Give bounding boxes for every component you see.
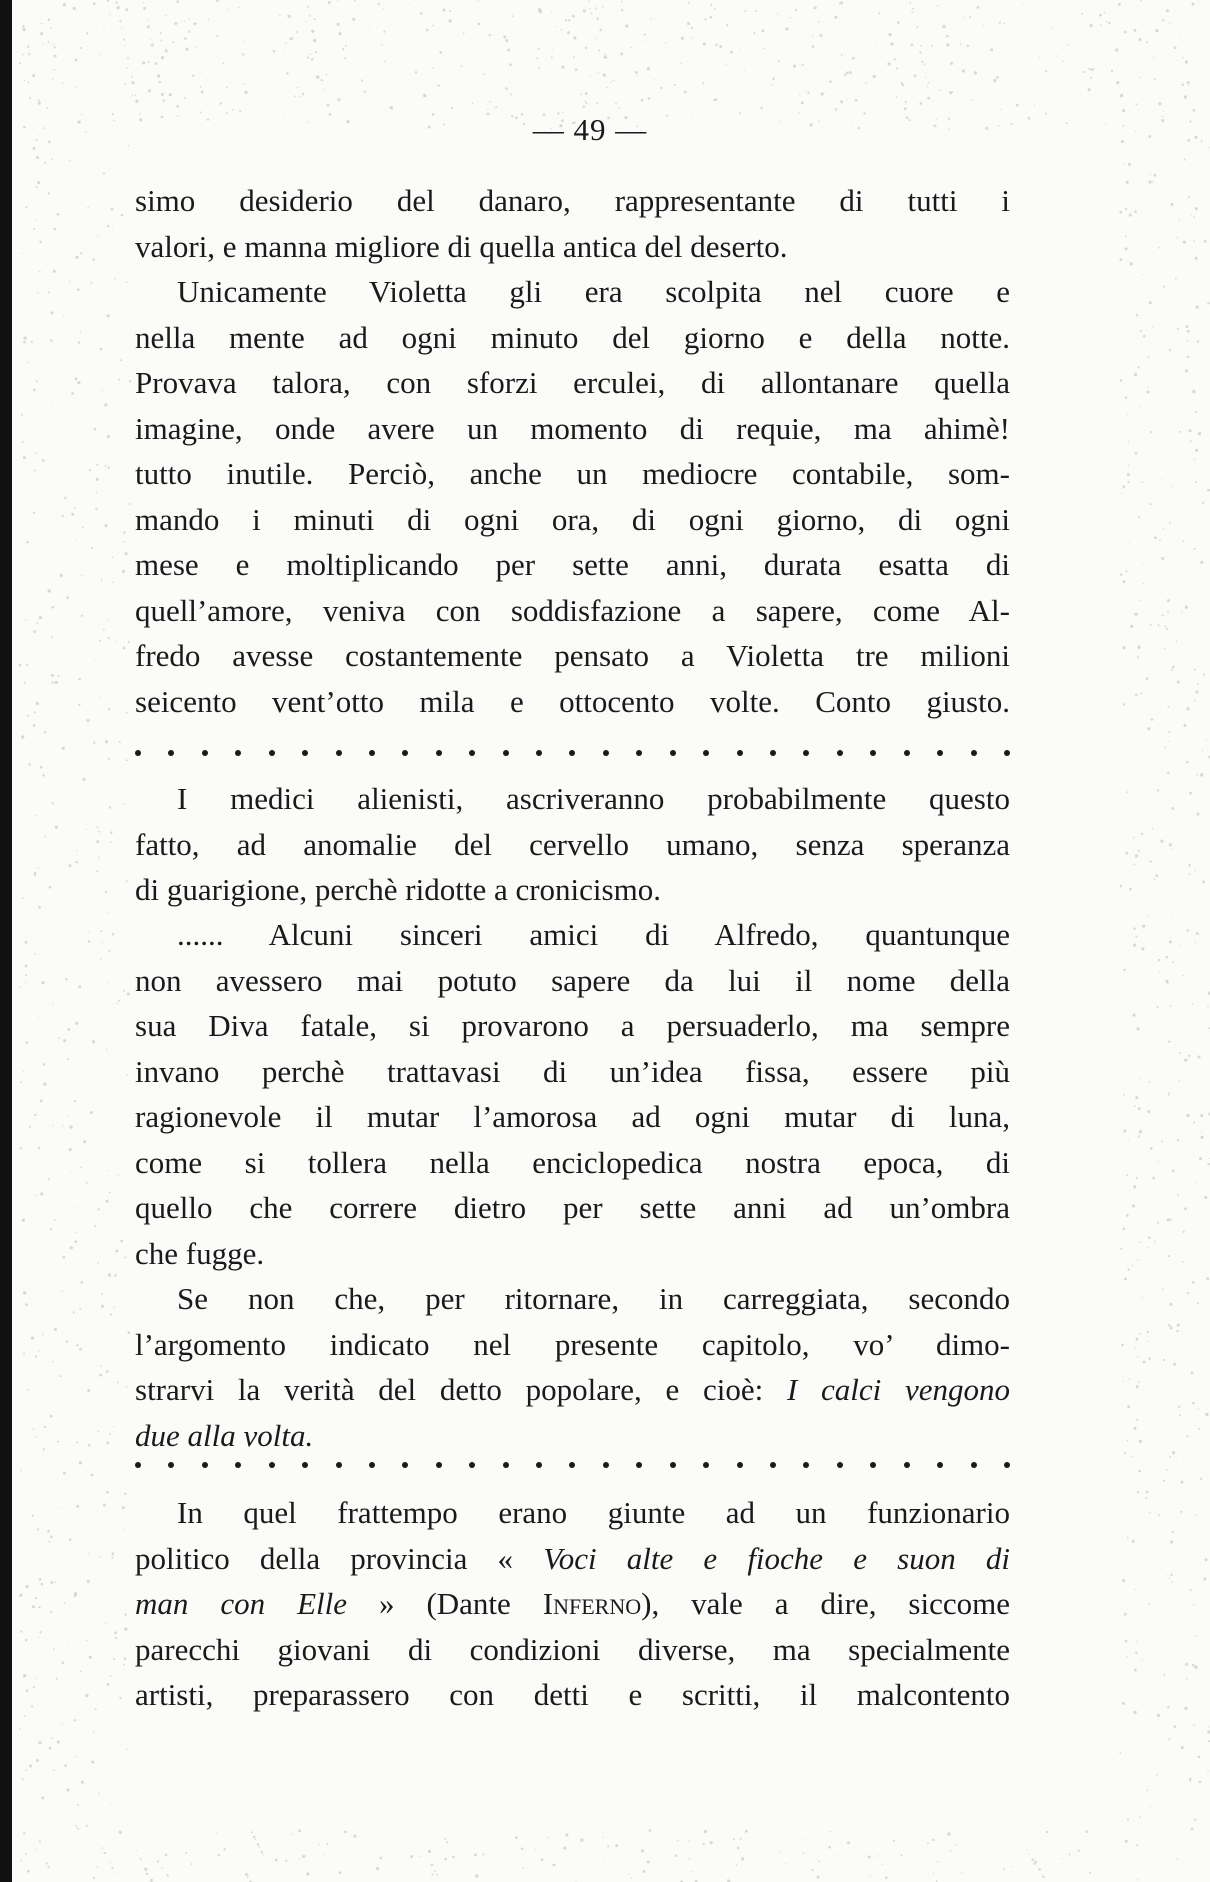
separator-dot [670, 750, 676, 756]
italic-quote: due alla volta. [135, 1417, 314, 1453]
text-line [135, 1413, 1010, 1459]
separator-dot [737, 750, 743, 756]
separator-dot [202, 750, 208, 756]
text-line: imagine, onde avere un momento di requie, ma ahimè! [135, 410, 1010, 446]
smallcaps-title: Inferno [542, 1586, 642, 1621]
text-line: Unicamente Violetta gli era scolpita nel cuore e [177, 274, 1010, 309]
separator-dot [569, 1462, 575, 1468]
separator-dot [803, 1462, 809, 1468]
text-line: I medici alienisti, ascriveranno probabilmente questo [177, 781, 1010, 816]
text-line: parecchi giovani di condizioni diverse, ma specialmente [135, 1631, 1010, 1667]
text-line: tutto inutile. Perciò, anche un mediocre contabile, som- [135, 456, 1010, 491]
separator-dot [870, 750, 876, 756]
separator-dot [670, 1462, 676, 1468]
separator-dot [603, 750, 609, 756]
italic-quote: Voci alte e fioche e suon di [543, 1540, 1011, 1576]
separator-dot [837, 750, 843, 756]
separator-dot [536, 1462, 542, 1468]
separator-dot [837, 1462, 843, 1468]
separator-dot [369, 1462, 375, 1468]
text-line: artisti, preparassero con detti e scritti, il malcontento [135, 1677, 1010, 1712]
separator-dot [436, 1462, 442, 1468]
text-line: l’argomento indicato nel presente capitolo, vo’ dimo- [135, 1326, 1010, 1362]
text-line: Se non che, per ritornare, in carreggiata, secondo [177, 1281, 1010, 1316]
separator-dot [135, 1462, 141, 1468]
text-line [135, 1581, 1010, 1627]
text-line [135, 1536, 1010, 1582]
binding-edge [0, 0, 12, 1882]
text-line: di guarigione, perchè ridotte a cronicismo. [135, 872, 661, 907]
dotted-separator [135, 750, 1010, 756]
text-line: come si tollera nella enciclopedica nostra epoca, di [135, 1144, 1010, 1180]
separator-dot [770, 750, 776, 756]
text-line: quell’amore, veniva con soddisfazione a sapere, come Al- [135, 592, 1010, 628]
separator-dot [603, 1462, 609, 1468]
separator-dot [904, 750, 910, 756]
text-line [135, 1367, 1010, 1413]
separator-dot [569, 750, 575, 756]
separator-dot [135, 750, 141, 756]
paragraph-continuation [135, 178, 1010, 269]
separator-dot [402, 1462, 408, 1468]
separator-dot [937, 750, 943, 756]
separator-dot [469, 750, 475, 756]
text-line: simo desiderio del danaro, rappresentante di tutti i [135, 183, 1010, 218]
italic-quote: man con Elle [135, 1586, 348, 1621]
separator-dot [436, 750, 442, 756]
text-line: nella mente ad ogni minuto del giorno e della notte. [135, 319, 1010, 355]
text-line: invano perchè trattavasi di un’idea fissa, essere più [135, 1053, 1010, 1089]
text-line: che fugge. [135, 1235, 265, 1271]
separator-dot [703, 1462, 709, 1468]
text-line: valori, e manna migliore di quella antica del deserto. [135, 228, 788, 264]
separator-dot [402, 750, 408, 756]
text-line: fatto, ad anomalie del cervello umano, senza speranza [135, 826, 1010, 862]
separator-dot [336, 750, 342, 756]
paragraph-se-non-che [135, 1276, 1010, 1458]
separator-dot [269, 1462, 275, 1468]
separator-dot [503, 1462, 509, 1468]
text-run: politico della provincia « [135, 1540, 544, 1576]
text-line: sua Diva fatale, si provarono a persuaderlo, ma sempre [135, 1008, 1010, 1043]
separator-dot [636, 750, 642, 756]
separator-dot [971, 1462, 977, 1468]
text-run: » (Dante [347, 1586, 543, 1621]
paragraph-frattempo [135, 1490, 1010, 1718]
separator-dot [302, 1462, 308, 1468]
separator-dot [369, 750, 375, 756]
separator-dot [937, 1462, 943, 1468]
separator-dot [1004, 1462, 1010, 1468]
text-line: quello che correre dietro per sette anni ad un’ombra [135, 1190, 1010, 1225]
separator-dot [803, 750, 809, 756]
text-line: seicento vent’otto mila e ottocento volte. Conto giusto. [135, 683, 1010, 719]
text-line: In quel frattempo erano giunte ad un funzionario [177, 1495, 1010, 1530]
text-line: ...... Alcuni sinceri amici di Alfredo, quantunque [177, 917, 1010, 952]
separator-dot [469, 1462, 475, 1468]
text-line: Provava talora, con sforzi erculei, di allontanare quella [135, 365, 1010, 400]
separator-dot [202, 1462, 208, 1468]
text-line: mese e moltiplicando per sette anni, durata esatta di [135, 547, 1010, 582]
separator-dot [302, 750, 308, 756]
italic-quote: I calci vengono [786, 1372, 1010, 1407]
text-line: ragionevole il mutar l’amorosa ad ogni mutar di luna, [135, 1099, 1010, 1134]
separator-dot [770, 1462, 776, 1468]
separator-dot [336, 1462, 342, 1468]
separator-dot [536, 750, 542, 756]
separator-dot [904, 1462, 910, 1468]
separator-dot [168, 750, 174, 756]
separator-dot [971, 750, 977, 756]
separator-dot [703, 750, 709, 756]
text-run: strarvi la verità del detto popolare, e cioè: [135, 1372, 787, 1407]
text-line: mando i minuti di ogni ora, di ogni giorno, di ogni [135, 501, 1010, 537]
paragraph-medici [135, 776, 1010, 913]
separator-dot [269, 750, 275, 756]
separator-dot [235, 1462, 241, 1468]
text-run: ), vale a dire, siccome [641, 1586, 1010, 1621]
separator-dot [235, 750, 241, 756]
paragraph-violetta [135, 269, 1010, 724]
separator-dot [636, 1462, 642, 1468]
separator-dot [1004, 750, 1010, 756]
text-line: fredo avesse costantemente pensato a Violetta tre milioni [135, 638, 1010, 673]
dotted-separator [135, 1462, 1010, 1468]
text-line: non avessero mai potuto sapere da lui il nome della [135, 962, 1010, 998]
page-number: — 49 — [532, 112, 648, 147]
separator-dot [870, 1462, 876, 1468]
paragraph-amici [135, 912, 1010, 1276]
separator-dot [737, 1462, 743, 1468]
separator-dot [168, 1462, 174, 1468]
separator-dot [503, 750, 509, 756]
